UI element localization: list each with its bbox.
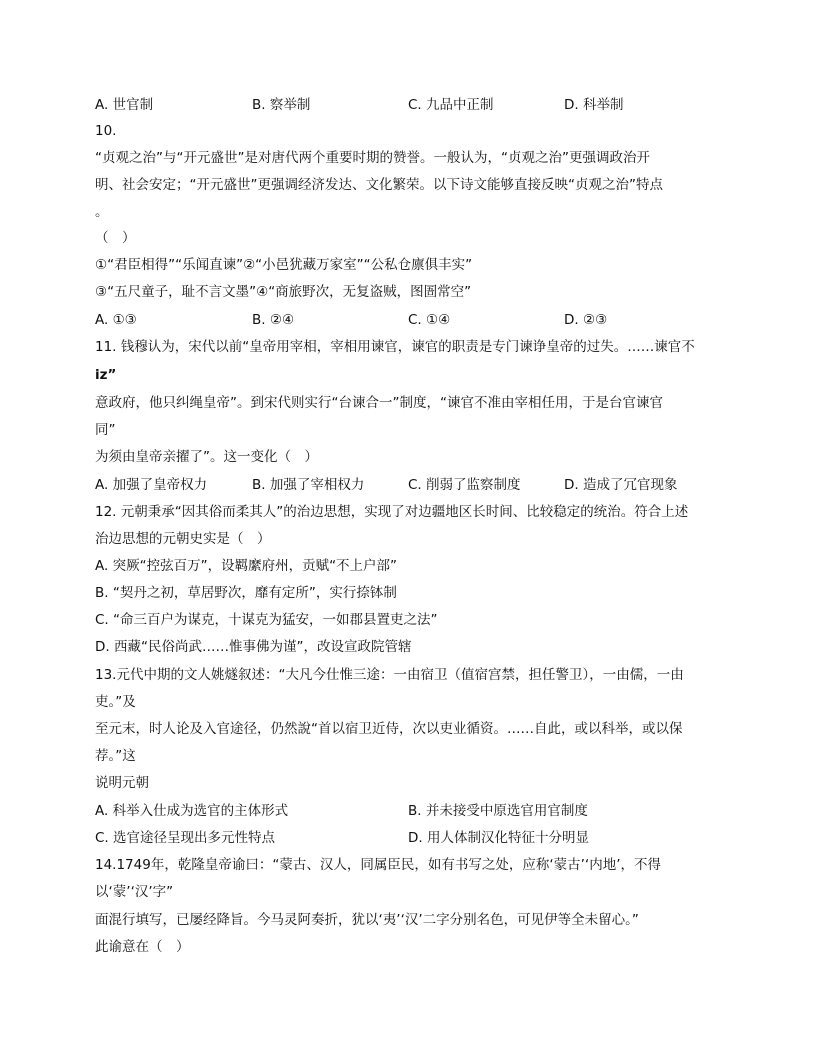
q10-answer-blank: （ ） (95, 230, 136, 246)
q13-stem-line: 荐。”这 (95, 748, 136, 764)
q14-stem-line: 以‘蒙’‘汉’字” (95, 884, 174, 900)
q11-option-d: D. 造成了冗官现象 (564, 477, 678, 493)
q10-stem-line: “贞观之治”与“开元盛世”是对唐代两个重要时期的赞誉。一般认为，“贞观之治”更强调政治开 (95, 150, 650, 166)
q10-option-a: A. ①③ (95, 312, 137, 328)
q12-stem-line: 12. 元朝秉承“因其俗而柔其人”的治边思想，实现了对边疆地区长时间、比较稳定的统治。符合上述 (95, 504, 689, 520)
q10-option-c: C. ①④ (408, 312, 451, 328)
q14-stem-line: 面混行填写，已屡经降旨。今马灵阿奏折，犹以‘夷’‘汉’二字分别名色，可见伊等全未留心。” (95, 912, 639, 928)
q10-item-line: ③“五尺童子，耻不言文墨”④“商旅野次，无复盗贼，图圄常空” (95, 284, 472, 300)
q14-stem-line: 此谕意在（ ） (95, 939, 190, 955)
q12-stem-line: 治边思想的元朝史实是（ ） (95, 531, 271, 547)
q13-stem-line: 吏。”及 (95, 694, 136, 710)
q10-option-d: D. ②③ (564, 312, 608, 328)
q11-option-b: B. 加强了宰相权力 (252, 477, 365, 493)
q13-option-d: D. 用人体制汉化特征十分明显 (408, 830, 589, 846)
q13-option-c: C. 选官途径呈现出多元性特点 (95, 830, 276, 846)
q10-number: 10. (95, 123, 117, 139)
q10-stem-line: 明、社会安定；“开元盛世”更强调经济发达、文化繁荣。以下诗文能够直接反映“贞观之治”特点 (95, 177, 663, 193)
q9-option-d: D. 科举制 (564, 97, 624, 113)
q11-stem-line: 为须由皇帝亲擢了”。这一变化（ ） (95, 449, 318, 465)
q12-option-c: C. “命三百户为谋克，十谋克为猛安，一如郡县置吏之法” (95, 612, 438, 628)
q12-option-b: B. “契丹之初，草居野次，靡有定所”，实行捺钵制 (95, 585, 397, 601)
q9-option-c: C. 九品中正制 (408, 97, 494, 113)
q11-stem-line: 意政府，他只纠绳皇帝”。到宋代则实行“台谏合一”制度，“谏官不准由宰相任用，于是台官谏官 (95, 395, 663, 411)
q12-option-a: A. 突厥“控弦百万”，设羁縻府州，贡赋“不上户部” (95, 558, 398, 574)
q13-option-a: A. 科举入仕成为选官的主体形式 (95, 803, 289, 819)
q10-stem-line: 。 (95, 204, 109, 220)
q9-option-b: B. 察举制 (252, 97, 311, 113)
q10-option-b: B. ②④ (252, 312, 295, 328)
q13-option-b: B. 并未接受中原选官用官制度 (408, 803, 588, 819)
q14-stem-line: 14.1749年，乾隆皇帝谕曰：“蒙古、汉人，同属臣民，如有书写之处，应称‘蒙古’‘内地’，不得 (95, 857, 661, 873)
q11-option-c: C. 削弱了监察制度 (408, 477, 521, 493)
q13-stem-line: 至元末，时人论及入官途径，仍然說“首以宿卫近侍，次以吏业循资。……自此，或以科举，或以保 (95, 721, 683, 737)
q10-item-line: ①“君臣相得”“乐闻直谏”②“小邑犹藏万家室”“公私仓廪俱丰实” (95, 257, 473, 273)
q13-stem-line: 13.元代中期的文人姚燧叙述：“大凡今仕惟三途：一由宿卫（值宿宫禁，担任警卫），一由儒，一由 (95, 667, 684, 683)
q9-option-a: A. 世官制 (95, 97, 154, 113)
q11-stem-line: iz” (95, 367, 117, 383)
q13-stem-line: 说明元朝 (95, 775, 149, 791)
q11-option-a: A. 加强了皇帝权力 (95, 477, 208, 493)
q11-stem-line: 同” (95, 422, 116, 438)
q11-stem-line: 11. 钱穆认为，宋代以前“皇帝用宰相，宰相用谏官，谏官的职责是专门谏诤皇帝的过失。……谏官不 (95, 339, 695, 355)
q12-option-d: D. 西藏“民俗尚武……惟事佛为谨”，改设宣政院管辖 (95, 639, 412, 655)
